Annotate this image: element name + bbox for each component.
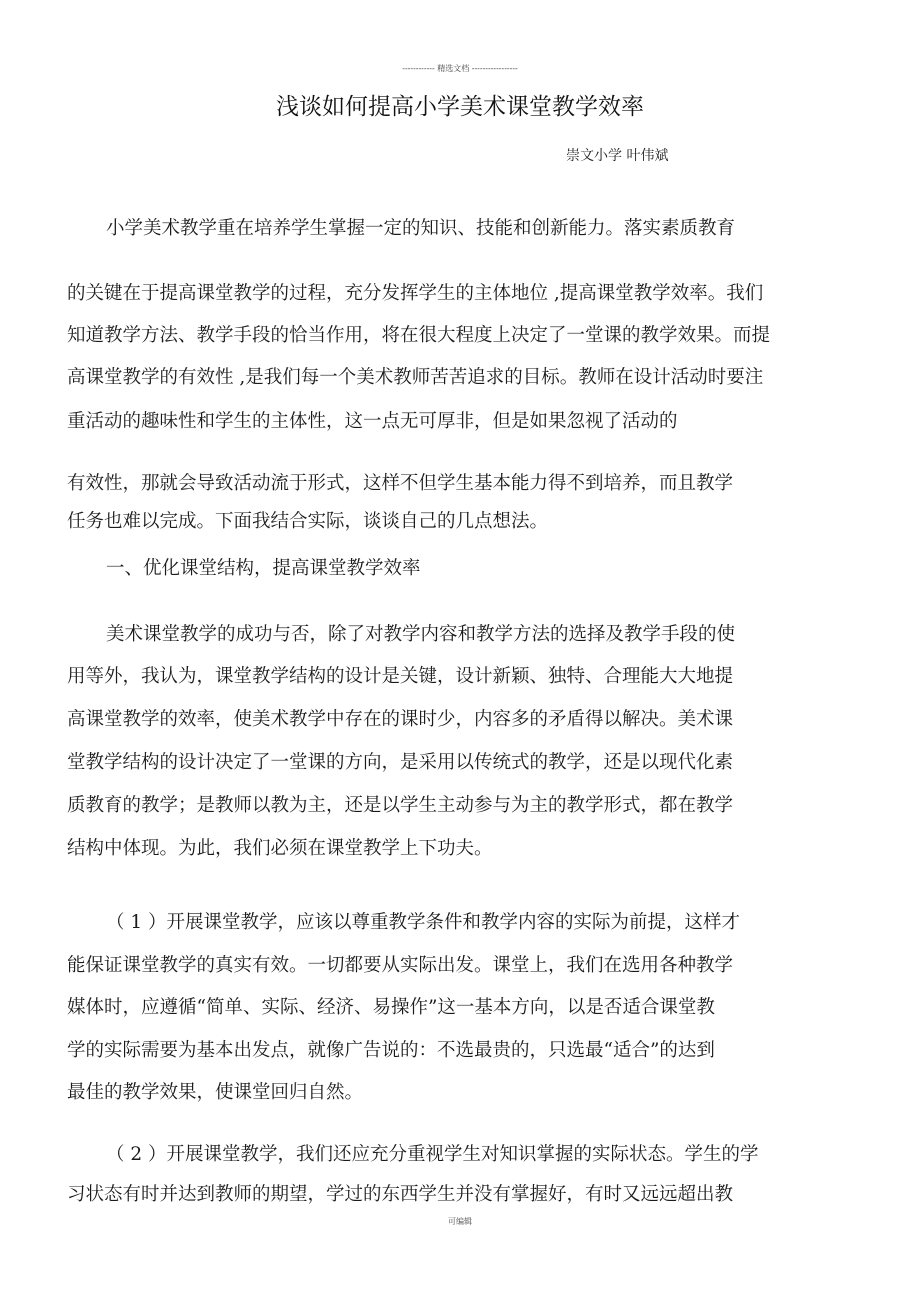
body-line: 小学美术教学重在培养学生掌握一定的知识、技能和创新能力。落实素质教育 (106, 218, 736, 239)
body-line: 知道教学方法、教学手段的恰当作用，将在很大程度上决定了一堂课的教学效果。而提 (67, 325, 771, 346)
body-line: 重活动的趣味性和学生的主体性，这一点无可厚非，但是如果忽视了活动的 (67, 411, 678, 432)
body-line: （ 2 ）开展课堂教学，我们还应充分重视学生对知识掌握的实际状态。学生的学 (106, 1144, 759, 1165)
body-line: （ 1 ）开展课堂教学，应该以尊重教学条件和教学内容的实际为前提，这样才 (106, 912, 741, 933)
body-line: 结构中体现。为此，我们必须在课堂教学上下功夫。 (67, 838, 493, 859)
body-line: 媒体时，应遵循“简单、实际、经济、易操作”这一基本方向，以是否适合课堂教 (67, 997, 715, 1018)
body-line: 习状态有时并达到教师的期望，学过的东西学生并没有掌握好，有时又远远超出教 (67, 1184, 734, 1205)
body-line: 堂教学结构的设计决定了一堂课的方向，是采用以传统式的教学，还是以现代化素 (67, 752, 734, 773)
page-header: ------------ 精选文档 ----------------- (402, 64, 518, 73)
body-line: 任务也难以完成。下面我结合实际，谈谈自己的几点想法。 (67, 511, 549, 532)
body-line: 能保证课堂教学的真实有效。一切都要从实际出发。课堂上，我们在选用各种教学 (67, 955, 734, 976)
body-line: 高课堂教学的有效性 ,是我们每一个美术教师苦苦追求的目标。教师在设计活动时要注 (67, 367, 764, 388)
page-footer: 可编辑 (448, 1217, 472, 1226)
body-line: 有效性，那就会导致活动流于形式，这样不但学生基本能力得不到培养，而且教学 (67, 473, 734, 494)
body-line: 最佳的教学效果，使课堂回归自然。 (67, 1082, 364, 1103)
body-line: 美术课堂教学的成功与否，除了对教学内容和教学方法的选择及教学手段的使 (106, 624, 736, 645)
author-line: 崇文小学 叶伟斌 (566, 148, 669, 164)
body-line: 高课堂教学的效率，使美术教学中存在的课时少，内容多的矛盾得以解决。美术课 (67, 709, 734, 730)
body-line: 质教育的教学；是教师以教为主，还是以学生主动参与为主的教学形式，都在教学 (67, 795, 734, 816)
document-title: 浅谈如何提高小学美术课堂教学效率 (276, 94, 644, 120)
body-line: 用等外，我认为，课堂教学结构的设计是关键，设计新颖、独特、合理能大大地提 (67, 666, 734, 687)
section-heading: 一、优化课堂结构，提高课堂教学效率 (106, 558, 421, 579)
body-line: 学的实际需要为基本出发点，就像广告说的：不选最贵的，只选最“适合”的达到 (67, 1040, 715, 1061)
body-line: 的关键在于提高课堂教学的过程，充分发挥学生的主体地位 ,提高课堂教学效率。我们 (67, 283, 764, 304)
